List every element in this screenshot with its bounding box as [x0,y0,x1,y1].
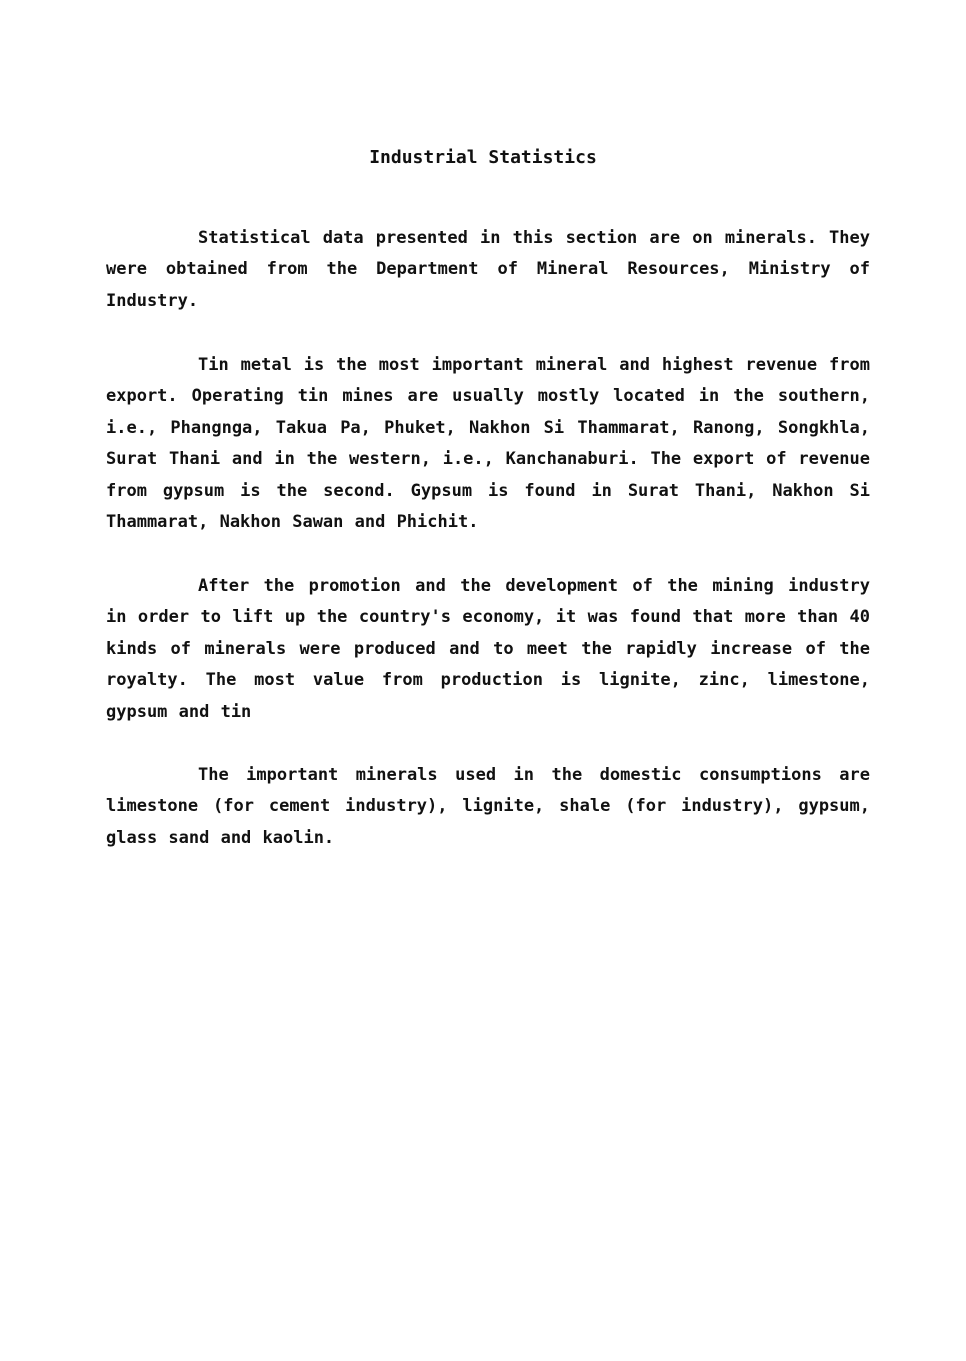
paragraph-tin-gypsum: Tin metal is the most important mineral and highest revenue from export. Operating tin mines are usually mostly located in the southern, i.e., Phangnga, Takua Pa, Phuket, Nakhon Si Thammarat, Ranong, Songkhla, Surat Thani and in the western, i.e., Kanchanaburi. The export of revenue from gypsum is the second. Gypsum is found in Surat Thani, Nakhon Si Thammarat, Nakhon Sawan and Phichit. [106,355,870,533]
page-title: Industrial Statistics [369,147,597,168]
paragraph-data-source: Statistical data presented in this section are on minerals. They were obtained from the Department of Mineral Resources, Ministry of Industry. [106,228,870,311]
paragraph-mining-development: After the promotion and the development of the mining industry in order to lift up the country's economy, it was found that more than 40 kinds of minerals were produced and to meet the rapidly increase of the royalty. The most value from production is lignite, zinc, limestone, gypsum and tin [106,576,870,722]
paragraph-domestic-consumption: The important minerals used in the domestic consumptions are limestone (for cement industry), lignite, shale (for industry), gypsum, glass sand and kaolin. [106,765,870,848]
